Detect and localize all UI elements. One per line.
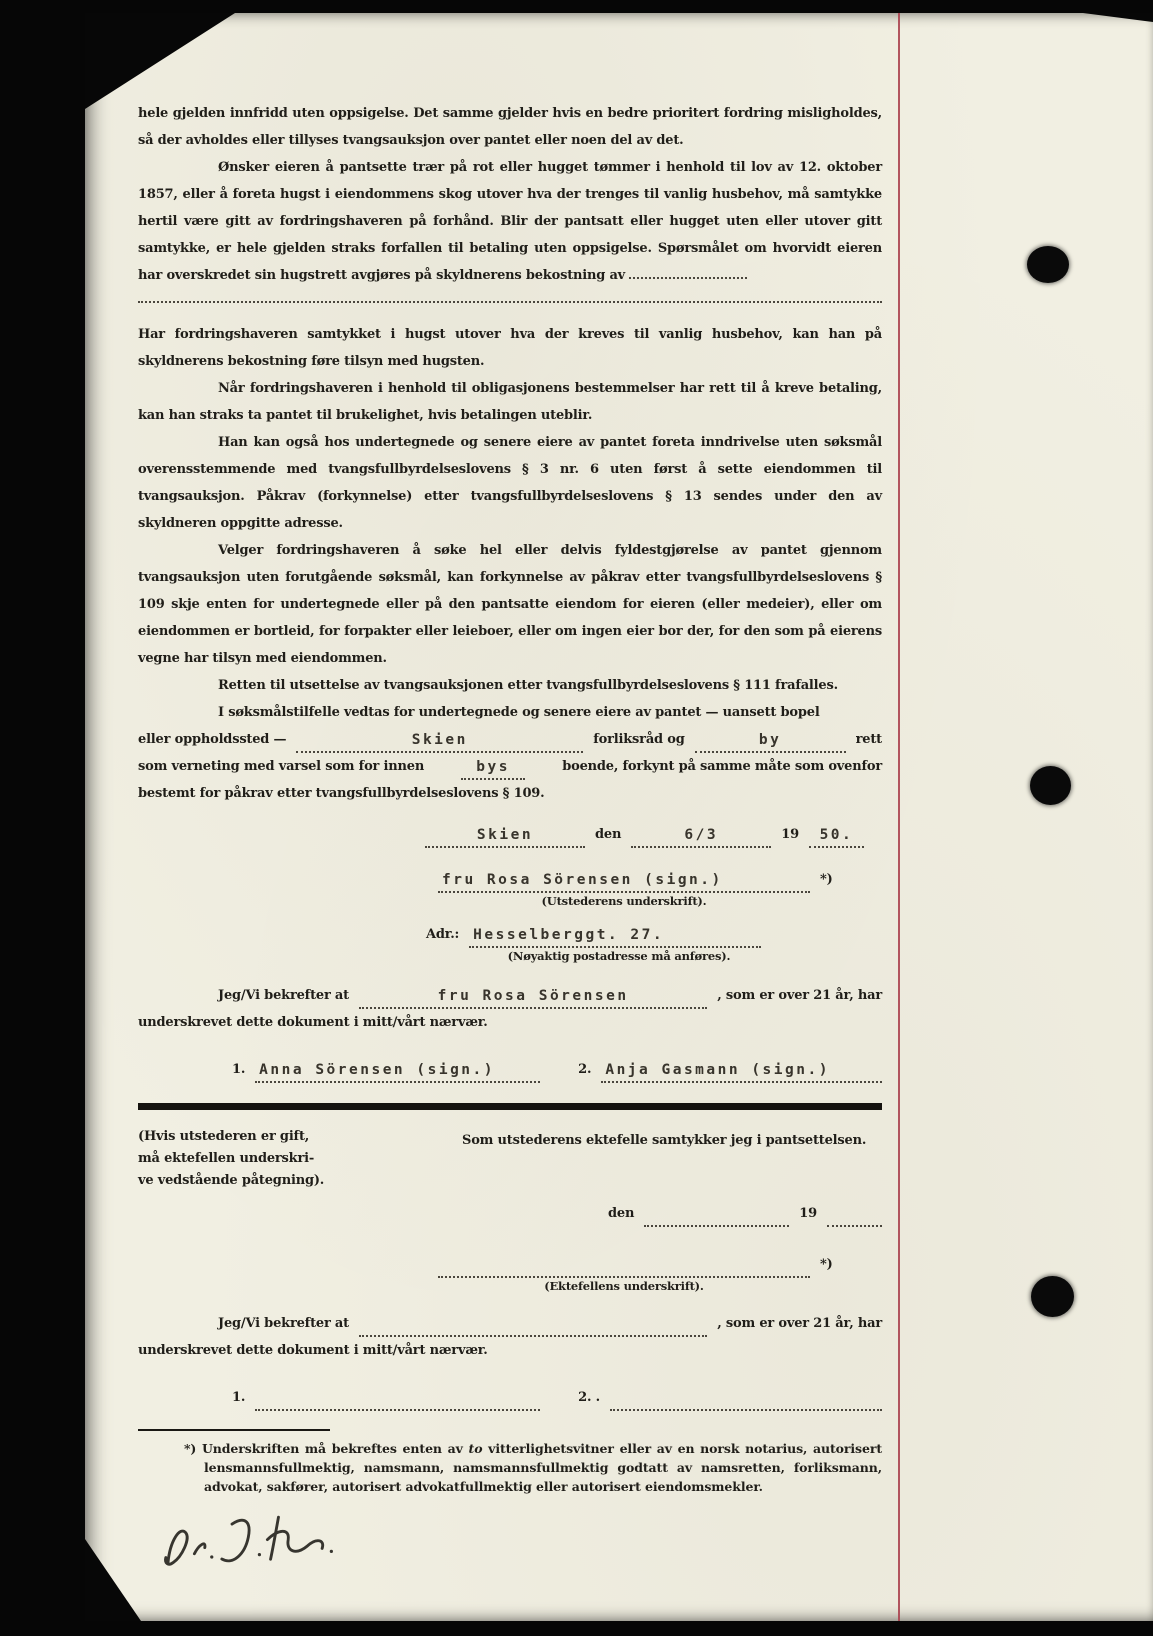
address-label: Adr.: (426, 927, 460, 942)
inspector-fill-blank (629, 275, 747, 279)
spouse-witness-name-blank (359, 1317, 707, 1337)
venue-segment-3: rett (855, 732, 882, 747)
typed-witness-1: Anna Sörensen (sign.) (259, 1061, 495, 1078)
spouse-witness-suffix: , som er over 21 år, har (717, 1316, 882, 1331)
venue-line-2 (138, 726, 882, 753)
typed-court: by (758, 731, 782, 748)
venue-conciliation-blank (296, 733, 583, 754)
spouse-witness-line-2: underskrevet dette dokument i mitt/vårt nærvær. (138, 1343, 488, 1358)
spouse-note-line-3: ve vedstående påtegning). (138, 1173, 325, 1188)
body-paragraph-take-possession: Når fordringshaveren i henhold til obligasjonens bestemmelser har rett til å kreve betaling, kan han straks ta pantet til brukelighet, hvis betalingen uteblir. (138, 381, 882, 423)
venue-line-4: bestemt for påkrav etter tvangsfullbyrdelseslovens § 109. (138, 786, 545, 801)
spouse-date-line (138, 1200, 882, 1227)
punch-hole (1027, 246, 1069, 283)
document-text-block (138, 100, 882, 1576)
year-prefix: 19 (781, 827, 799, 842)
punch-hole (1030, 766, 1071, 805)
footnote-marker: *) (184, 1441, 197, 1456)
punch-hole (1031, 1276, 1074, 1317)
spouse-consent-text: Som utstederens ektefelle samtykker jeg i pantsettelsen. (462, 1133, 867, 1148)
venue-segment-4: som verneting med varsel som for innen (138, 759, 425, 774)
venue-resident-blank (461, 760, 525, 781)
spouse-signature-caption: (Ektefellens underskrift). (544, 1279, 704, 1293)
footnote-reference: *) (820, 872, 833, 887)
footnote (138, 1439, 882, 1496)
typed-date: 6/3 (684, 826, 719, 843)
spouse-note (138, 1126, 448, 1192)
witness-1-number: 1. (232, 1062, 246, 1077)
address-blank (469, 928, 761, 949)
body-paragraph-timber-text: Ønsker eieren å pantsette trær på rot eller hugget tømmer i henhold til lov av 12. oktober 1857, eller å foreta hugst i eiendommens skog utover hva der trenges til vanlig husbehov, må samtykke hertil være gitt av fordringshaveren på forhånd. Blir der pantsatt eller hugget uten eller utover gitt samtykke, er hele gjelden straks forfallen til betaling uten oppsigelse. Spørsmålet om hvorvidt eieren har overskredet sin hugstrett avgjøres på skyldnerens bekostning av (138, 160, 882, 283)
spouse-witness-2-number: 2. . (578, 1390, 600, 1405)
spouse-note-line-1: (Hvis utstederen er gift, (138, 1129, 310, 1144)
typed-witness-2: Anja Gasmann (sign.) (605, 1061, 830, 1078)
body-paragraph-logging-consent: Har fordringshaveren samtykket i hugst utover hva der kreves til vanlig husbehov, kan han på skyldnerens bekostning føre tilsyn med hugsten. (138, 327, 882, 369)
venue-court-blank (695, 733, 846, 754)
witness-confirm-prefix: Jeg/Vi bekrefter at (218, 988, 349, 1003)
spouse-witness-prefix: Jeg/Vi bekrefter at (218, 1316, 349, 1331)
handwritten-signature (142, 1504, 882, 1576)
footnote-emphasis: to (468, 1441, 483, 1456)
witness-2-number: 2. (578, 1062, 592, 1077)
witness-confirm-suffix: , som er over 21 år, har (717, 988, 882, 1003)
spouse-witness-signatures-line (138, 1384, 882, 1411)
date-line (138, 821, 882, 848)
issuer-signature-line (138, 866, 882, 893)
spouse-note-line-2: må ektefellen underskri- (138, 1151, 315, 1166)
typed-confirm-name: fru Rosa Sörensen (437, 987, 629, 1004)
witness-2-blank (601, 1063, 882, 1084)
witness-signatures-line (138, 1056, 882, 1083)
spouse-date-blank (644, 1207, 789, 1227)
footnote-rule (138, 1429, 330, 1431)
scan-edge-left (0, 0, 85, 1636)
venue-segment-2: forliksråd og (593, 732, 685, 747)
spouse-witness-line-1 (138, 1310, 882, 1337)
address-line (138, 921, 882, 948)
spouse-witness-1-number: 1. (232, 1390, 246, 1405)
den-label: den (595, 827, 622, 842)
venue-line-3 (138, 753, 882, 780)
handwritten-signature-ink (142, 1504, 382, 1576)
typed-address: Hesselberggt. 27. (473, 926, 665, 943)
typed-conciliation-place: Skien (411, 731, 468, 748)
spouse-den-label: den (608, 1206, 635, 1221)
spouse-year-prefix: 19 (799, 1206, 817, 1221)
witness-confirmation-line-2: underskrevet dette dokument i mitt/vårt nærvær. (138, 1015, 488, 1030)
typed-resident: bys (476, 758, 510, 775)
year-blank (809, 828, 864, 849)
scan-edge-bottom (0, 1621, 1153, 1636)
ledger-margin-red-line (898, 13, 900, 1621)
typed-year: 50. (819, 826, 854, 843)
inspector-fill-line (138, 293, 882, 303)
issuer-signature-blank (438, 873, 810, 894)
body-paragraph-enforcement: Han kan også hos undertegnede og senere eiere av pantet foreta inndrivelse uten søksmål overensstemmende med tvangsfullbyrdelseslovens § 3 nr. 6 uten først å sette eiendommen til tvangsauksjon. Påkrav (forkynnelse) etter tvangsfullbyrdelseslovens § 13 sendes under den av skyldneren oppgitte adresse. (138, 435, 882, 531)
issuer-signature-caption: (Utstederens underskrift). (541, 894, 707, 908)
footnote-text-post: vitterlighetsvitner eller av en norsk notarius, autorisert lensmannsfullmektig, namsmann, namsmannsfullmektig godtatt av namsretten, forliksmann, advokat, sakfører, autorisert advokatfullmektig eller autorisert eiendomsmekler. (204, 1441, 882, 1494)
venue-segment-1: eller oppholdssted — (138, 732, 287, 747)
witness-confirmation-line-1 (138, 982, 882, 1009)
body-paragraph-timber (138, 154, 882, 289)
body-paragraph-forced-auction: Velger fordringshaveren å søke hel eller delvis fyldestgjørelse av pantet gjennom tvangsauksjon uten forutgående søksmål, kan forkynnelse av påkrav etter tvangsfullbyrdelseslovens § 109 skje enten for undertegnede eller på den pantsatte eiendom for eieren (eller medeier), eller om eiendommen er bortleid, for forpakter eller leieboer, eller om ingen eier bor der, for den som på eierens vegne har tilsyn med eiendommen. (138, 543, 882, 666)
address-caption: (Nøyaktig postadresse må anføres). (507, 949, 731, 963)
section-divider-rule (138, 1103, 882, 1110)
spouse-year-blank (827, 1207, 882, 1227)
scan-edge-top (0, 0, 1153, 13)
spouse-consent-section (138, 1126, 882, 1192)
typed-place: Skien (476, 826, 534, 843)
body-paragraph-debt-due: hele gjelden innfridd uten oppsigelse. Det samme gjelder hvis en bedre prioritert fordring misligholdes, så der avholdes eller tillyses tvangsauksjon over pantet eller noen del av det. (138, 106, 882, 148)
venue-line-1: I søksmålstilfelle vedtas for undertegnede og senere eiere av pantet — uansett bopel (218, 705, 820, 720)
venue-segment-5: boende, forkynt på samme måte som ovenfor (562, 759, 882, 774)
spouse-witness-1-blank (255, 1391, 540, 1411)
footnote-text-pre: Underskriften må bekreftes enten av (201, 1441, 463, 1456)
spouse-footnote-reference: *) (820, 1257, 833, 1272)
date-blank (631, 828, 771, 849)
spouse-signature-line (138, 1251, 882, 1278)
spouse-witness-2-blank (610, 1391, 882, 1411)
place-blank (425, 828, 585, 849)
typed-issuer-signature: fru Rosa Sörensen (sign.) (442, 871, 723, 888)
body-paragraph-no-postponement: Retten til utsettelse av tvangsauksjonen etter tvangsfullbyrdelseslovens § 111 frafalles. (218, 678, 838, 693)
witness-1-blank (255, 1063, 540, 1084)
witness-confirm-name-blank (359, 989, 707, 1010)
spouse-signature-blank (438, 1258, 810, 1278)
